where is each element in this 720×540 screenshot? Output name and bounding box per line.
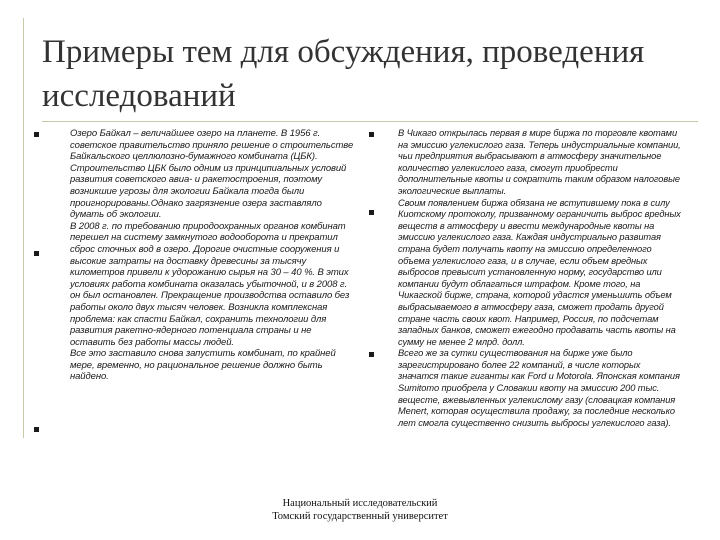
footer (0, 497, 720, 523)
bullet-marker (369, 210, 374, 215)
list-item: Своим появлением биржа обязана не вступившему пока в силу Киотскому протоколу, призванному ограничить выброс вредных веществ в атмосферу и ввести международные квоты на эмиссию углекислого газа. Каждая индустриально развитая страна будет получать квоту на эмиссию определенного объема углекислого газа, и в случае, если объем вредных выбросов превысит установленную норму, государство или компании будут облагаться штрафом. Кроме того, на Чикагской бирже, страна, которой удастся уменьшить объем выбрасываемого в атмосферу газа, сможет продать другой стране часть своих квот. Например, Россия, по подсчетам западных банков, сможет ежегодно продавать часть квоты на сумму не менее 2 млрд. долл. (398, 197, 681, 347)
left-column (70, 128, 356, 383)
left-vertical-rule (23, 18, 24, 438)
list-item: В Чикаго открылась первая в мире биржа по торговле квотами на эмиссию углекислого газа. Теперь индустриальные компании, чьи предприятия выбрасывают в атмосферу значительное количество углекислого газа, смогут приобрести дополнительные квоты и сократить таким образом налоговые экологические выплаты. (398, 128, 681, 196)
title-underline (42, 121, 698, 122)
list-item: Озеро Байкал – величайшее озеро на планете. В 1956 г. советское правительство приняло решение о строительстве Байкальского целлюлозно-бумажного комбината (ЦБК). Строительство ЦБК было одним из принципиальных условий развития советского авиа- и ракетостроения, поэтому возникшие угрозы для экологии Байкала тогда были проигнорированы.Однако загрязнение озера заставляло думать об экологии. (70, 128, 354, 221)
list-item: Все это заставило снова запустить комбинат, по крайней мере, временно, но рациональное решение должно быть найдено. (70, 348, 336, 383)
footer-line-1: Национальный исследовательский (282, 498, 438, 509)
slide-title: Примеры тем для обсуждения, проведения исследований (42, 34, 645, 114)
footer-line-2: Томский государственный университет (272, 511, 448, 522)
bullet-marker (369, 352, 374, 357)
bullet-marker (34, 251, 39, 256)
list-item: Всего же за сутки существования на бирже уже было зарегистрировано более 22 компаний, в числе которых значатся такие гиганты как Ford и Motorola. Японская компания Sumitomo приобрела у Словакии квоту на эмиссию 200 тыс. вещесте, вжевывленных углекислому газу (словацкая компания Menert, которая осуществила продажу, за последние несколько лет смогла существенно снизить выбросы углекислого газа). (398, 348, 680, 428)
bullet-marker (34, 427, 39, 432)
bullet-marker (369, 132, 374, 137)
right-column (398, 128, 682, 429)
bullet-marker (34, 132, 39, 137)
list-item: В 2008 г. по требованию природоохранных органов комбинат перешел на систему замкнутого водооборота и прекратил сброс сточных вод в озеро. Дорогие очистные сооружения и высокие затраты на доставку древесины за тысячу километров привели к удорожанию сырья на 30 – 40 %. В этих условиях работа комбината оказалась убыточной, и в 2008 г. он был остановлен. Прекращение производства оставило без работы около двух тысяч человек. Возникла комплексная проблема: как спасти Байкал, сохранить технологии для развития ракетно-ядерного потенциала страны и не оставить без работы массы людей. (70, 220, 350, 348)
